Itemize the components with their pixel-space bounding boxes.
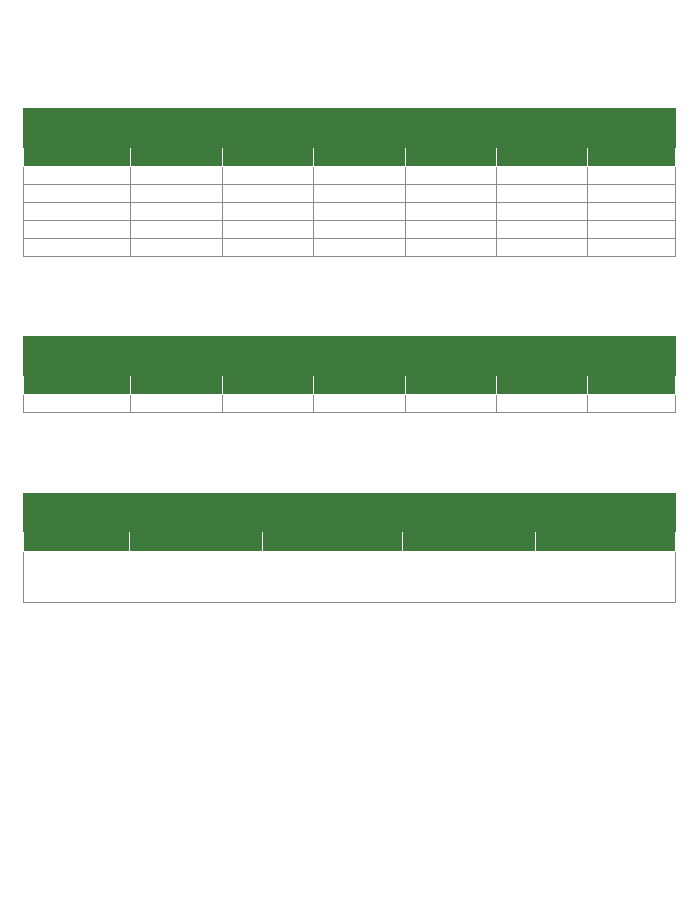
torque-cell [223,395,314,413]
table-row [24,167,676,185]
torque-cell [223,185,314,203]
model-header [24,148,131,167]
torque-cell [497,203,588,221]
table-row [24,395,676,413]
torque-cell [588,203,676,221]
torque-cell [131,239,223,257]
torque-cell [223,239,314,257]
torque-cell [588,239,676,257]
torque-cell [588,185,676,203]
torque-cell [131,395,223,413]
model-header [24,376,131,395]
size-header [406,148,497,167]
size-header [131,148,223,167]
size-header [406,376,497,395]
table-row [24,185,676,203]
size-header [497,376,588,395]
column-header [536,532,676,552]
torque-cell [406,395,497,413]
size-header [314,148,406,167]
table-row [24,239,676,257]
ratcheting-torque-table [23,108,676,257]
bending-title [24,494,676,532]
table-row [24,221,676,239]
buckling-header-row [24,376,676,395]
torque-cell [406,221,497,239]
torque-cell [588,395,676,413]
size-header [223,376,314,395]
table-row [24,203,676,221]
bending-moment-thrust-table [23,493,676,603]
size-header [223,148,314,167]
torque-cell [131,203,223,221]
torque-cell [314,395,406,413]
ratio-cell [24,395,131,413]
torque-cell [497,185,588,203]
torque-cell [131,221,223,239]
torque-cell [406,185,497,203]
torque-cell [588,167,676,185]
ratcheting-title [24,109,676,148]
buckling-torque-table [23,336,676,413]
torque-cell [314,239,406,257]
buckling-title [24,337,676,376]
torque-cell [314,221,406,239]
ratcheting-header-row [24,148,676,167]
ratio-cell [24,185,131,203]
torque-cell [314,167,406,185]
column-header [130,532,263,552]
torque-cell [588,221,676,239]
size-header [314,376,406,395]
size-header [588,148,676,167]
torque-cell [406,239,497,257]
torque-cell [406,167,497,185]
torque-cell [131,167,223,185]
torque-cell [314,185,406,203]
ratio-cell [24,167,131,185]
torque-cell [497,167,588,185]
torque-cell [314,203,406,221]
column-header [403,532,536,552]
torque-cell [223,203,314,221]
torque-cell [223,167,314,185]
torque-cell [497,221,588,239]
ratio-cell [24,221,131,239]
torque-cell [497,239,588,257]
column-header [263,532,403,552]
torque-cell [223,221,314,239]
note [24,552,676,603]
ratio-cell [24,203,131,221]
torque-cell [497,395,588,413]
size-header [497,148,588,167]
size-header [131,376,223,395]
bending-header-row [24,532,676,552]
size-header [588,376,676,395]
torque-cell [131,185,223,203]
torque-cell [406,203,497,221]
column-header [24,532,130,552]
ratio-cell [24,239,131,257]
